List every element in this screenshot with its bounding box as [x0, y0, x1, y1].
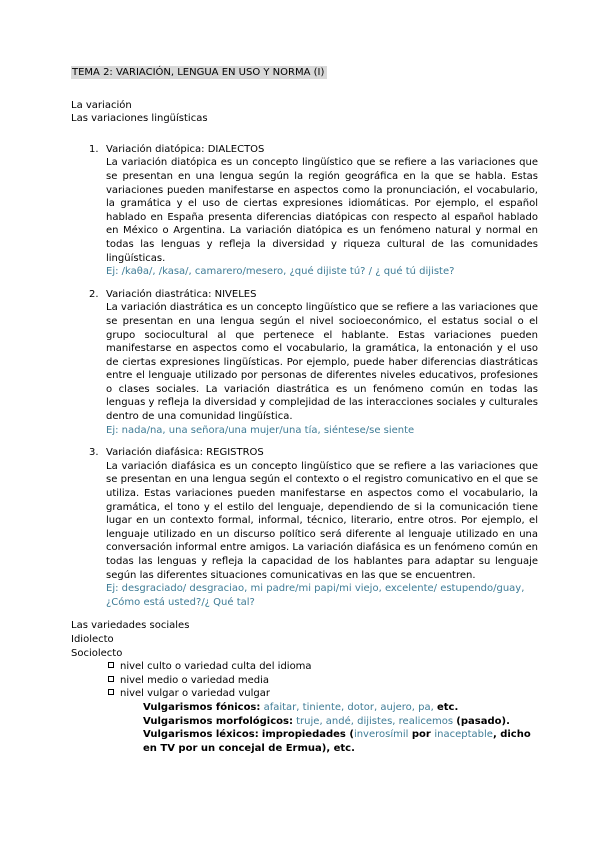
page-title-row [71, 66, 538, 80]
vulgarism-examples: truje, andé, dijistes, realicemos [296, 715, 454, 727]
section-body: La variación diatópica es un concepto lingüístico que se refiere a las variaciones que se presentan en una lengua según la región geográfica en la que se habla. Estas variaciones pueden manifestarse en aspectos como la pronunciación, el vocabulario, la gramática y el uso de ciertas expresiones idiomáticas. Por ejemplo, el español hablado en España presenta diferencias diatópicas con respecto al español hablado en México o Argentina. La variación diatópica es un fenómeno natural y normal en todas las lenguas y refleja la diversidad y riqueza cultural de las comunidades lingüísticas. [106, 157, 538, 264]
vulgarism-tail: etc. [436, 701, 459, 713]
social-line-idiolecto: Idiolecto [71, 633, 114, 645]
section-number: 3. [89, 447, 99, 459]
vulgarism-examples: inverosímil [353, 729, 409, 741]
social-varieties-block [71, 619, 538, 755]
section-example: Ej: nada/na, una señora/una mujer/una tía, siéntese/se siente [106, 424, 415, 436]
vulgarism-line-fonicos [71, 701, 538, 715]
vulgarism-mid: por [408, 729, 435, 741]
vulgarism-examples: afaitar, tiniente, dotor, aujero, pa, [263, 701, 434, 713]
vulgarism-line-lexicos [71, 728, 538, 755]
section-heading-row [71, 446, 538, 460]
section-heading: Variación diastrática: NIVELES [106, 288, 257, 300]
bullet-label: nivel culto o variedad culta del idioma [120, 661, 312, 673]
vulgarism-label: Vulgarismos morfológicos: [143, 715, 293, 727]
intro-block [71, 99, 538, 126]
social-line-sociolecto: Sociolecto [71, 647, 123, 659]
section-heading-row [71, 288, 538, 302]
section-number: 2. [89, 288, 99, 300]
vulgarism-label: Vulgarismos léxicos: [143, 729, 259, 741]
vulgarism-tail: , dicho en TV por un concejal de Ermua), etc. [143, 729, 531, 754]
section-example: Ej: desgraciado/ desgraciao, mi padre/mi papi/mi viejo, excelente/ estupendo/guay, ¿Cómo está usted?/¿ Qué tal? [106, 583, 525, 608]
section-diafasica [71, 446, 538, 609]
section-example: Ej: /kaθa/, /kasa/, camarero/mesero, ¿qué dijiste tú? / ¿ qué tú dijiste? [106, 266, 455, 278]
section-heading-row [71, 143, 538, 157]
intro-line: Las variaciones lingüísticas [71, 113, 208, 125]
section-body: La variación diastrática es un concepto lingüístico que se refiere a las variaciones que se presentan en una lengua según el nivel socioeconómico, el estatus social o el grupo sociocultural al que pertenece el hablante. Estas variaciones pueden manifestarse en aspectos como el vocabulario, la gramática, la entonación y el uso de ciertas expresiones lingüísticas. Por ejemplo, puede haber diferencias diastráticas entre el lenguaje utilizado por personas de diferentes niveles educativos, profesiones o clases sociales. La variación diastrática es un fenómeno común en todas las lenguas y refleja la diversidad y complejidad de las interacciones sociales y culturales dentro de una comunidad lingüística. [106, 302, 538, 423]
section-heading: Variación diatópica: DIALECTOS [106, 143, 265, 155]
vulgarism-tail: (pasado). [456, 715, 510, 727]
social-varieties-heading: Las variedades sociales [71, 620, 190, 632]
bullet-label: nivel vulgar o variedad vulgar [120, 688, 270, 700]
section-number: 1. [89, 143, 99, 155]
square-bullet-icon [108, 676, 114, 682]
section-diastratica [71, 288, 538, 438]
vulgarism-examples: inaceptable [434, 729, 493, 741]
vulgarism-pre: impropiedades ( [261, 729, 354, 741]
bullet-label: nivel medio o variedad media [120, 674, 269, 686]
vulgarism-label: Vulgarismos fónicos: [143, 701, 261, 713]
vulgarism-line-morfologicos [71, 715, 538, 729]
section-body: La variación diafásica es un concepto lingüístico que se refiere a las variaciones que se presentan en una lengua según el contexto o el registro comunicativo en el que se utiliza. Estas variaciones pueden manifestarse en aspectos como el vocabulario, la gramática, el tono y el estilo del lenguaje, dependiendo de si la comunicación tiene lugar en un contexto formal, informal, técnico, literario, entre otros. Por ejemplo, el lenguaje utilizado en un discurso político será diferente al lenguaje utilizado en una conversación informal entre amigos. La variación diafásica es un fenómeno común en todas las lenguas y refleja la capacidad de los hablantes para adaptar su lenguaje según las diferentes situaciones comunicativas en las que se encuentren. [106, 460, 538, 581]
square-bullet-icon [108, 662, 114, 668]
intro-line: La variación [71, 99, 132, 111]
page-title: TEMA 2: VARIACIÓN, LENGUA EN USO Y NORMA (I) [71, 66, 327, 79]
bullet-item [71, 687, 538, 701]
section-diatopica [71, 143, 538, 279]
section-heading: Variación diafásica: REGISTROS [106, 447, 264, 459]
bullet-item [71, 674, 538, 688]
square-bullet-icon [108, 689, 114, 695]
bullet-item [71, 660, 538, 674]
